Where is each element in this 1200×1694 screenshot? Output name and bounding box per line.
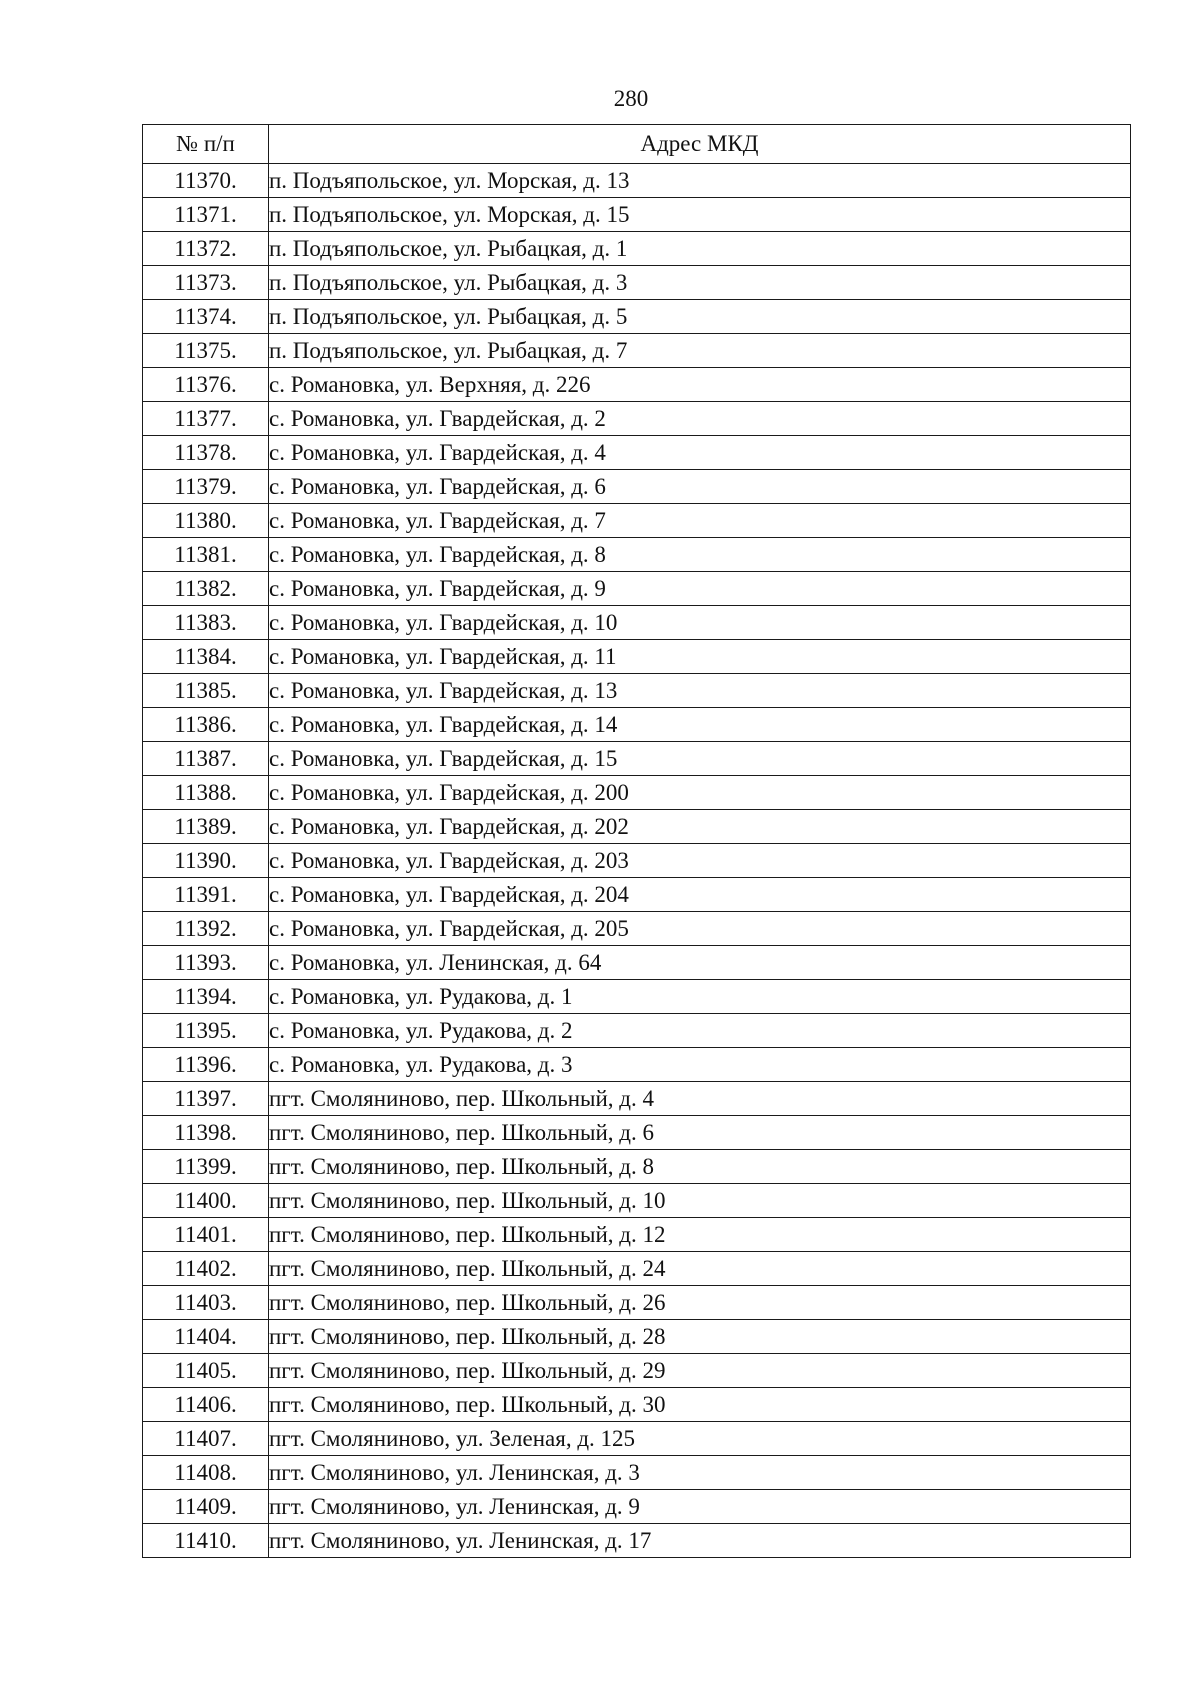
- table-row: [143, 1286, 1131, 1320]
- table-row: [143, 436, 1131, 470]
- table-row: [143, 1422, 1131, 1456]
- row-number: 11394.: [143, 980, 269, 1014]
- table-row: [143, 674, 1131, 708]
- table-row: [143, 198, 1131, 232]
- row-number: 11373.: [143, 266, 269, 300]
- row-number: 11403.: [143, 1286, 269, 1320]
- table-row: [143, 1184, 1131, 1218]
- table-row: [143, 1490, 1131, 1524]
- row-address: пгт. Смоляниново, пер. Школьный, д. 10: [269, 1184, 1131, 1218]
- column-header-address: Адрес МКД: [269, 125, 1131, 164]
- table-body: [143, 164, 1131, 1558]
- table-row: [143, 844, 1131, 878]
- row-address: пгт. Смоляниново, пер. Школьный, д. 29: [269, 1354, 1131, 1388]
- row-number: 11384.: [143, 640, 269, 674]
- table-row: [143, 1252, 1131, 1286]
- row-number: 11381.: [143, 538, 269, 572]
- row-number: 11393.: [143, 946, 269, 980]
- row-number: 11391.: [143, 878, 269, 912]
- row-address: с. Романовка, ул. Гвардейская, д. 13: [269, 674, 1131, 708]
- table-row: [143, 946, 1131, 980]
- row-number: 11406.: [143, 1388, 269, 1422]
- table-row: [143, 504, 1131, 538]
- row-number: 11377.: [143, 402, 269, 436]
- table-row: [143, 606, 1131, 640]
- row-address: с. Романовка, ул. Рудакова, д. 1: [269, 980, 1131, 1014]
- table-row: [143, 1150, 1131, 1184]
- row-number: 11385.: [143, 674, 269, 708]
- table-row: [143, 1388, 1131, 1422]
- row-address: с. Романовка, ул. Гвардейская, д. 203: [269, 844, 1131, 878]
- row-number: 11401.: [143, 1218, 269, 1252]
- row-address: п. Подъяпольское, ул. Рыбацкая, д. 7: [269, 334, 1131, 368]
- table-row: [143, 1456, 1131, 1490]
- row-address: с. Романовка, ул. Гвардейская, д. 2: [269, 402, 1131, 436]
- row-address: пгт. Смоляниново, ул. Ленинская, д. 9: [269, 1490, 1131, 1524]
- row-address: пгт. Смоляниново, пер. Школьный, д. 4: [269, 1082, 1131, 1116]
- table-row: [143, 1218, 1131, 1252]
- table-row: [143, 878, 1131, 912]
- row-address: с. Романовка, ул. Ленинская, д. 64: [269, 946, 1131, 980]
- table-row: [143, 912, 1131, 946]
- row-number: 11383.: [143, 606, 269, 640]
- row-address: с. Романовка, ул. Гвардейская, д. 8: [269, 538, 1131, 572]
- table-row: [143, 810, 1131, 844]
- row-address: п. Подъяпольское, ул. Морская, д. 15: [269, 198, 1131, 232]
- row-address: пгт. Смоляниново, пер. Школьный, д. 28: [269, 1320, 1131, 1354]
- table-row: [143, 1320, 1131, 1354]
- row-number: 11404.: [143, 1320, 269, 1354]
- row-address: с. Романовка, ул. Верхняя, д. 226: [269, 368, 1131, 402]
- row-number: 11405.: [143, 1354, 269, 1388]
- row-number: 11388.: [143, 776, 269, 810]
- row-address: с. Романовка, ул. Гвардейская, д. 205: [269, 912, 1131, 946]
- row-number: 11374.: [143, 300, 269, 334]
- table-row: [143, 776, 1131, 810]
- row-number: 11397.: [143, 1082, 269, 1116]
- row-address: пгт. Смоляниново, пер. Школьный, д. 30: [269, 1388, 1131, 1422]
- table-row: [143, 1354, 1131, 1388]
- row-number: 11408.: [143, 1456, 269, 1490]
- row-address: пгт. Смоляниново, пер. Школьный, д. 24: [269, 1252, 1131, 1286]
- row-number: 11378.: [143, 436, 269, 470]
- table-row: [143, 334, 1131, 368]
- table-row: [143, 708, 1131, 742]
- row-address: п. Подъяпольское, ул. Рыбацкая, д. 5: [269, 300, 1131, 334]
- row-number: 11389.: [143, 810, 269, 844]
- table-row: [143, 640, 1131, 674]
- row-address: п. Подъяпольское, ул. Рыбацкая, д. 3: [269, 266, 1131, 300]
- table-header-row: [143, 125, 1131, 164]
- table-row: [143, 1082, 1131, 1116]
- row-address: с. Романовка, ул. Гвардейская, д. 15: [269, 742, 1131, 776]
- table-row: [143, 742, 1131, 776]
- table-row: [143, 164, 1131, 198]
- row-number: 11382.: [143, 572, 269, 606]
- table-row: [143, 266, 1131, 300]
- table-row: [143, 368, 1131, 402]
- table-row: [143, 1524, 1131, 1558]
- row-number: 11399.: [143, 1150, 269, 1184]
- row-address: с. Романовка, ул. Гвардейская, д. 204: [269, 878, 1131, 912]
- address-table: [142, 124, 1131, 1558]
- table-row: [143, 538, 1131, 572]
- table-row: [143, 1014, 1131, 1048]
- table-row: [143, 980, 1131, 1014]
- table-row: [143, 402, 1131, 436]
- page-number: 280: [613, 86, 649, 111]
- row-number: 11407.: [143, 1422, 269, 1456]
- row-number: 11371.: [143, 198, 269, 232]
- table-row: [143, 1048, 1131, 1082]
- row-number: 11379.: [143, 470, 269, 504]
- row-address: с. Романовка, ул. Гвардейская, д. 7: [269, 504, 1131, 538]
- row-address: с. Романовка, ул. Гвардейская, д. 202: [269, 810, 1131, 844]
- table-row: [143, 572, 1131, 606]
- row-number: 11392.: [143, 912, 269, 946]
- row-number: 11402.: [143, 1252, 269, 1286]
- row-number: 11386.: [143, 708, 269, 742]
- row-address: пгт. Смоляниново, ул. Ленинская, д. 3: [269, 1456, 1131, 1490]
- row-address: пгт. Смоляниново, ул. Ленинская, д. 17: [269, 1524, 1131, 1558]
- row-address: с. Романовка, ул. Рудакова, д. 3: [269, 1048, 1131, 1082]
- row-address: с. Романовка, ул. Гвардейская, д. 4: [269, 436, 1131, 470]
- row-number: 11370.: [143, 164, 269, 198]
- row-number: 11380.: [143, 504, 269, 538]
- row-number: 11396.: [143, 1048, 269, 1082]
- row-address: с. Романовка, ул. Гвардейская, д. 6: [269, 470, 1131, 504]
- row-number: 11395.: [143, 1014, 269, 1048]
- table-row: [143, 232, 1131, 266]
- row-number: 11372.: [143, 232, 269, 266]
- row-address: пгт. Смоляниново, пер. Школьный, д. 6: [269, 1116, 1131, 1150]
- row-address: с. Романовка, ул. Гвардейская, д. 14: [269, 708, 1131, 742]
- table-row: [143, 470, 1131, 504]
- row-number: 11410.: [143, 1524, 269, 1558]
- row-number: 11400.: [143, 1184, 269, 1218]
- row-number: 11398.: [143, 1116, 269, 1150]
- row-address: с. Романовка, ул. Гвардейская, д. 200: [269, 776, 1131, 810]
- row-number: 11390.: [143, 844, 269, 878]
- row-address: с. Романовка, ул. Гвардейская, д. 10: [269, 606, 1131, 640]
- row-address: с. Романовка, ул. Рудакова, д. 2: [269, 1014, 1131, 1048]
- column-header-number: № п/п: [143, 125, 269, 164]
- row-address: п. Подъяпольское, ул. Морская, д. 13: [269, 164, 1131, 198]
- row-number: 11409.: [143, 1490, 269, 1524]
- table-row: [143, 300, 1131, 334]
- row-address: п. Подъяпольское, ул. Рыбацкая, д. 1: [269, 232, 1131, 266]
- row-address: пгт. Смоляниново, ул. Зеленая, д. 125: [269, 1422, 1131, 1456]
- row-number: 11375.: [143, 334, 269, 368]
- row-number: 11376.: [143, 368, 269, 402]
- row-number: 11387.: [143, 742, 269, 776]
- row-address: пгт. Смоляниново, пер. Школьный, д. 26: [269, 1286, 1131, 1320]
- row-address: с. Романовка, ул. Гвардейская, д. 9: [269, 572, 1131, 606]
- row-address: пгт. Смоляниново, пер. Школьный, д. 12: [269, 1218, 1131, 1252]
- row-address: пгт. Смоляниново, пер. Школьный, д. 8: [269, 1150, 1131, 1184]
- row-address: с. Романовка, ул. Гвардейская, д. 11: [269, 640, 1131, 674]
- table-row: [143, 1116, 1131, 1150]
